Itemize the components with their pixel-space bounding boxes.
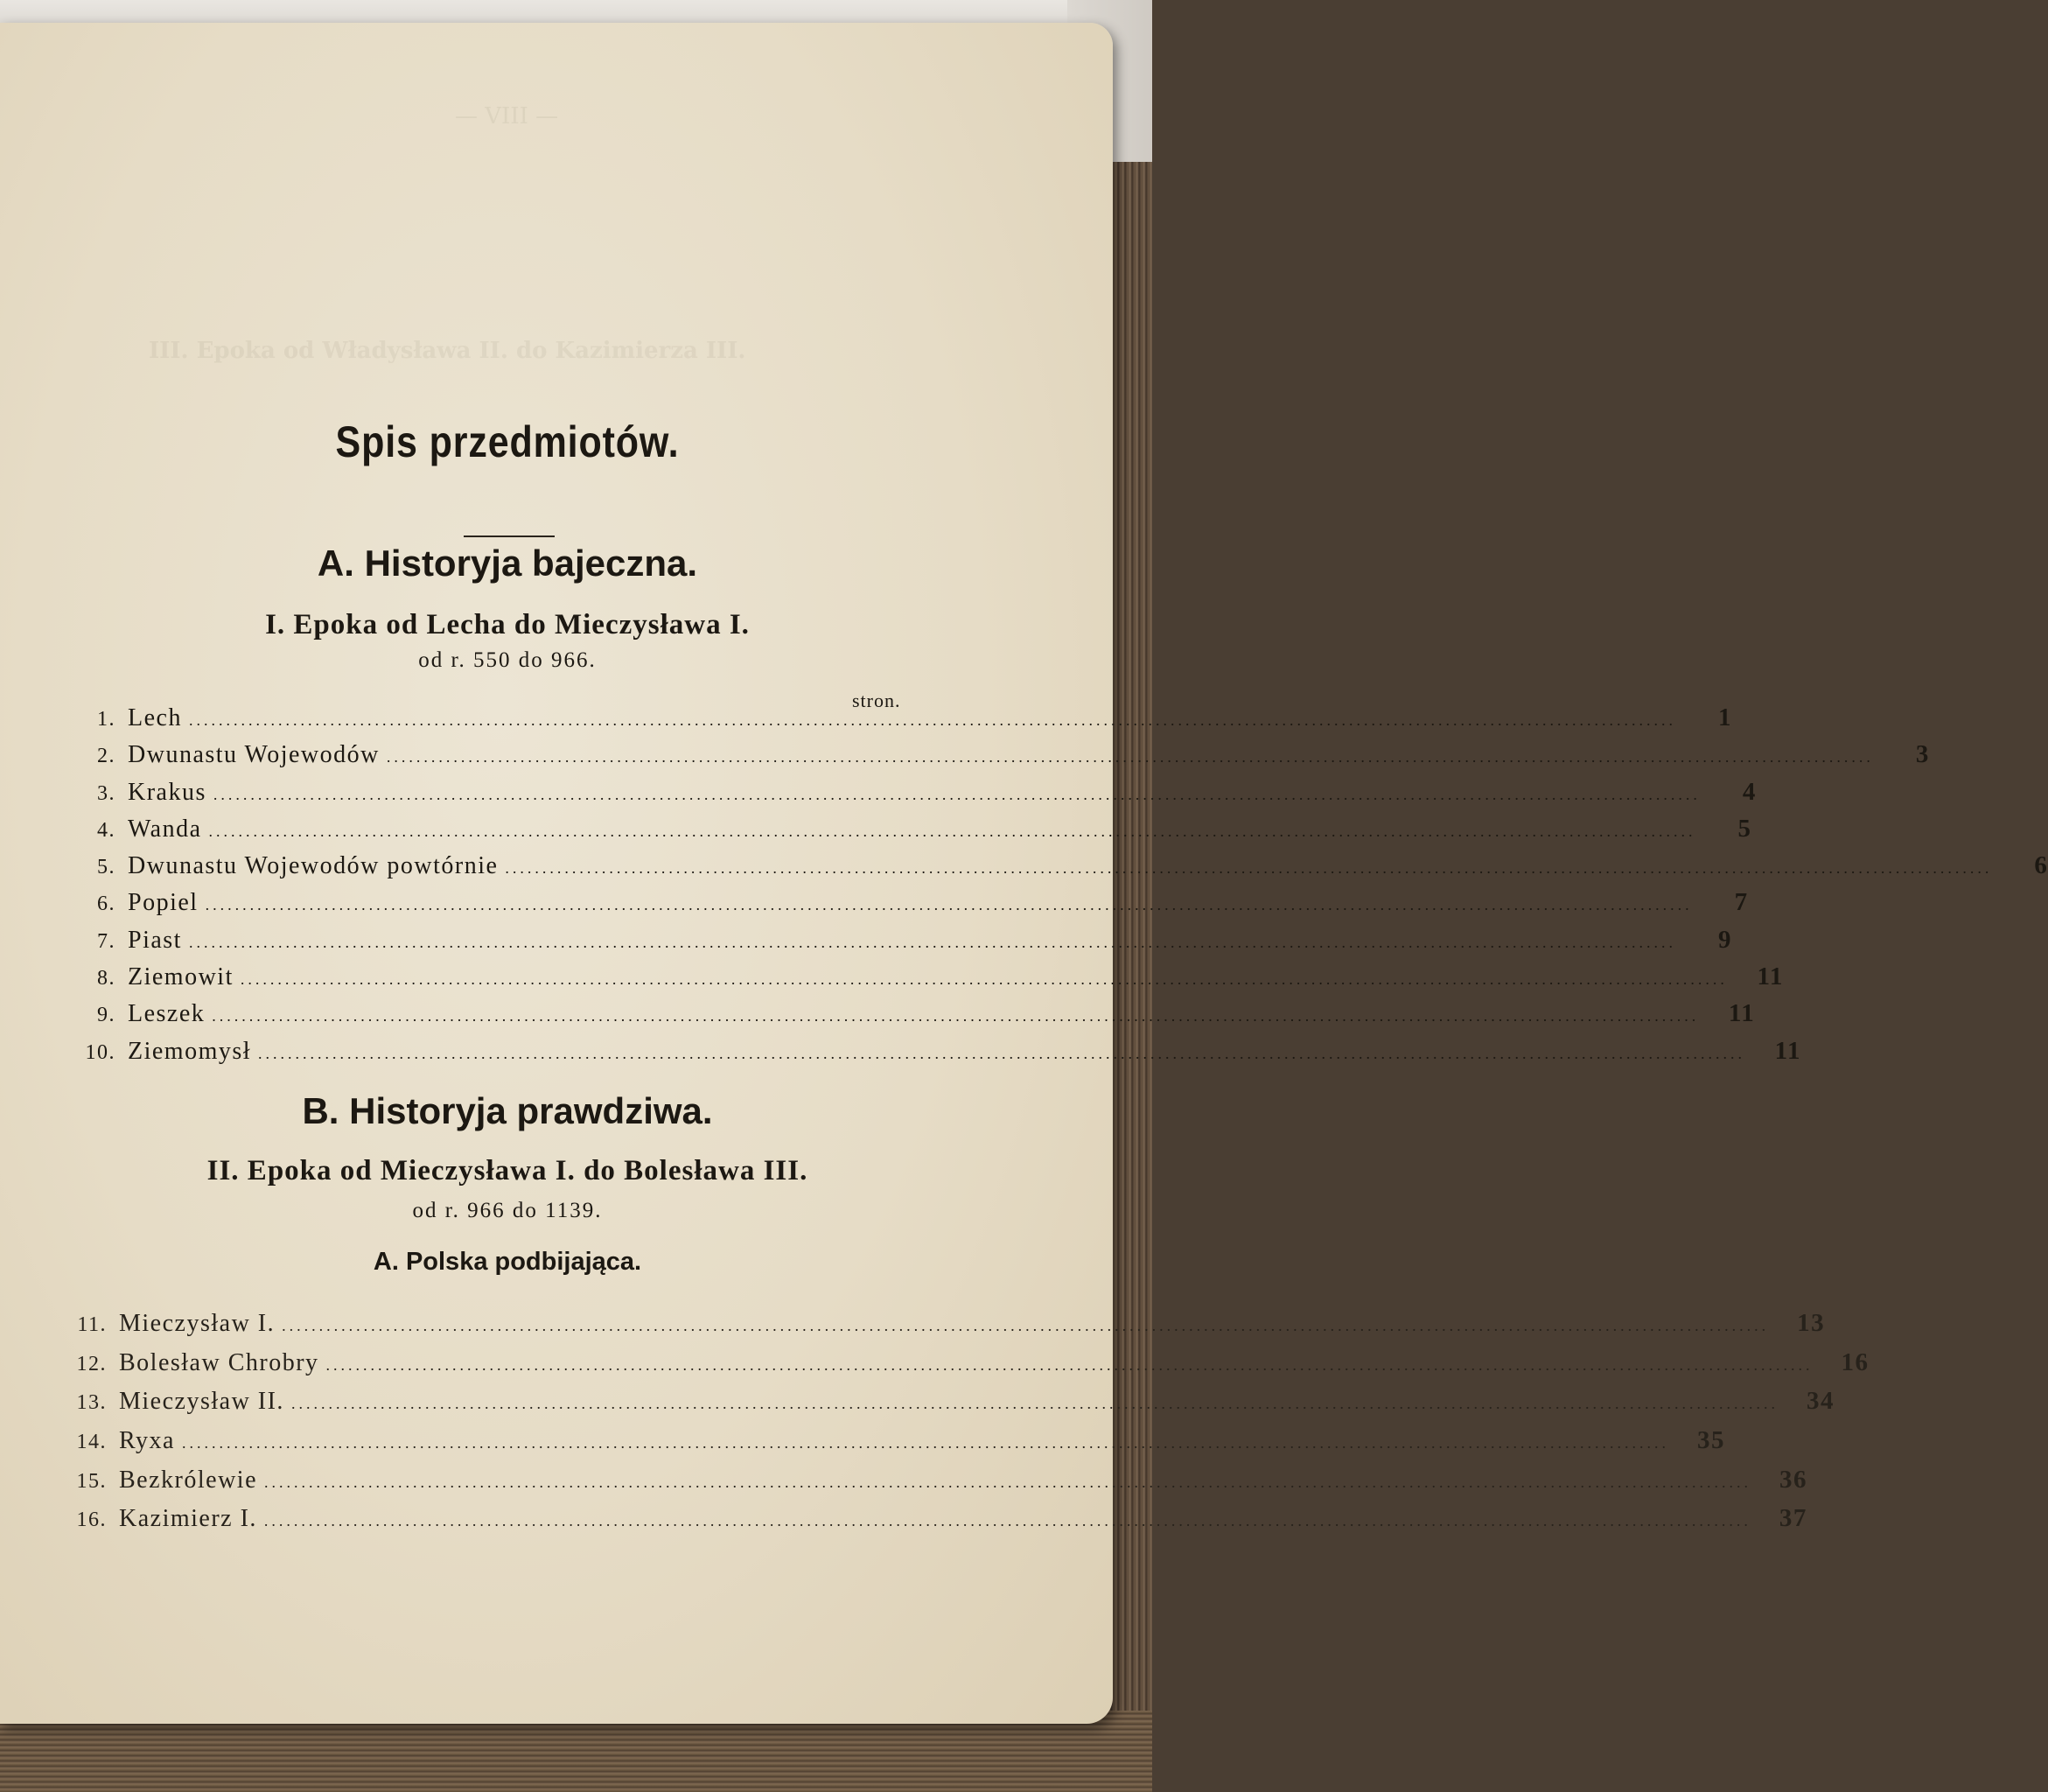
toc-entry <box>61 999 1756 1036</box>
toc-entry-page: 11 <box>1728 999 1756 1028</box>
toc-entry-title: Lech <box>128 704 182 732</box>
toc-entry-page: 13 <box>1797 1309 1826 1337</box>
toc-entry-number: 15. <box>76 1469 107 1493</box>
toc-entry-page: 37 <box>1779 1504 1807 1533</box>
toc-entry-page: 4 <box>1742 777 1757 806</box>
dot-leader: ........................................................................................................................................................................................................ <box>263 1512 1751 1530</box>
toc-entry <box>52 1309 1826 1348</box>
toc-entry-title: Bolesław Chrobry <box>119 1348 319 1376</box>
dot-leader: ........................................................................................................................................................................................................ <box>208 822 1696 840</box>
toc-entry-page: 3 <box>1915 740 1930 769</box>
toc-entry <box>61 851 2048 888</box>
toc-entry-number: 9. <box>97 1004 115 1027</box>
dot-leader: ........................................................................................................................................................................................................ <box>188 933 1676 951</box>
toc-entry-title: Ziemomysł <box>128 1037 252 1065</box>
toc-entry <box>52 1465 1807 1505</box>
toc-entry-page: 6 <box>2034 851 2048 880</box>
section-a-range: od r. 550 do 966. <box>418 648 597 672</box>
toc-entry-page: 11 <box>1774 1036 1802 1065</box>
toc-entry <box>61 777 1757 815</box>
toc-entry <box>61 814 1752 851</box>
toc-entry-page: 1 <box>1717 704 1732 732</box>
toc-entry <box>61 925 1732 962</box>
title-rule <box>464 536 555 537</box>
dot-leader: ........................................................................................................................................................................................................ <box>213 785 1701 803</box>
toc-entry-number: 8. <box>97 967 115 990</box>
toc-entry-title: Dwunastu Wojewodów powtórnie <box>128 852 499 880</box>
toc-entry-number: 1. <box>97 708 115 731</box>
toc-entry-title: Kazimierz I. <box>119 1505 257 1533</box>
toc-entry-number: 4. <box>97 818 115 842</box>
dot-leader: ........................................................................................................................................................................................................ <box>386 748 1874 766</box>
toc-entry-page: 35 <box>1696 1426 1725 1455</box>
toc-entry <box>52 1387 1835 1426</box>
toc-entry-number: 13. <box>76 1391 107 1415</box>
page-title: Spis przedmiotów. <box>335 417 680 466</box>
dot-leader: ........................................................................................................................................................................................................ <box>205 896 1693 914</box>
dot-leader: ........................................................................................................................................................................................................ <box>282 1317 1770 1334</box>
toc-entry <box>61 740 1930 777</box>
toc-section-a <box>61 704 2048 1074</box>
toc-entry <box>52 1504 1807 1544</box>
section-b-epoch: II. Epoka od Mieczysława I. do Bolesława III. <box>206 1155 808 1186</box>
toc-entry-number: 16. <box>76 1508 107 1532</box>
bleed-through-heading: III. Epoka od Władysława II. do Kazimierza III. <box>149 338 746 364</box>
section-b-range: od r. 966 do 1139. <box>412 1199 603 1222</box>
section-b-subheading: A. Polska podbijająca. <box>373 1248 642 1276</box>
dot-leader: ........................................................................................................................................................................................................ <box>212 1007 1700 1026</box>
toc-entry-number: 14. <box>76 1431 107 1454</box>
toc-entry-title: Wanda <box>128 815 202 843</box>
toc-entry <box>61 888 1749 925</box>
toc-entry-title: Mieczysław I. <box>119 1310 276 1337</box>
dot-leader: ........................................................................................................................................................................................................ <box>188 711 1676 729</box>
toc-entry <box>61 962 1784 999</box>
toc-entry-page: 16 <box>1841 1348 1870 1376</box>
section-a-epoch: I. Epoka od Lecha do Mieczysława I. <box>265 609 750 640</box>
toc-entry-number: 10. <box>85 1040 115 1064</box>
toc-entry-page: 34 <box>1806 1387 1835 1416</box>
toc-entry-title: Popiel <box>128 889 199 917</box>
toc-entry-number: 3. <box>97 781 115 805</box>
toc-entry-page: 7 <box>1734 888 1749 917</box>
toc-entry-number: 11. <box>77 1313 107 1336</box>
toc-entry-number: 2. <box>97 745 115 768</box>
toc-entry-title: Piast <box>128 926 182 954</box>
dot-leader: ........................................................................................................................................................................................................ <box>325 1355 1814 1374</box>
toc-entry-page: 11 <box>1757 962 1784 991</box>
toc-entry-number: 7. <box>97 929 115 953</box>
toc-entry <box>52 1348 1870 1388</box>
toc-entry <box>52 1426 1725 1466</box>
toc-entry-page: 5 <box>1737 814 1752 843</box>
toc-entry-title: Dwunastu Wojewodów <box>128 741 380 769</box>
bleed-through-header: — VIII — <box>455 103 559 130</box>
dot-leader: ........................................................................................................................................................................................................ <box>290 1395 1779 1413</box>
toc-entry-number: 6. <box>97 892 115 916</box>
toc-entry-title: Ziemowit <box>128 963 234 991</box>
section-a-heading: A. Historyja bajeczna. <box>317 542 698 584</box>
toc-section-b <box>52 1309 1870 1544</box>
toc-entry-page: 36 <box>1779 1465 1807 1494</box>
toc-entry-title: Mieczysław II. <box>119 1388 284 1416</box>
book-page <box>0 23 2048 1724</box>
toc-entry <box>61 1036 1802 1074</box>
dot-leader: ........................................................................................................................................................................................................ <box>505 859 1993 878</box>
dot-leader: ........................................................................................................................................................................................................ <box>258 1044 1746 1062</box>
toc-entry <box>61 704 1732 740</box>
dot-leader: ........................................................................................................................................................................................................ <box>264 1473 1751 1491</box>
dot-leader: ........................................................................................................................................................................................................ <box>181 1434 1669 1452</box>
section-b-heading: B. Historyja prawdziwa. <box>302 1090 713 1131</box>
toc-entry-title: Bezkrólewie <box>119 1466 257 1494</box>
toc-entry-title: Leszek <box>128 1000 206 1028</box>
toc-entry-title: Krakus <box>128 778 206 806</box>
toc-entry-title: Ryxa <box>119 1427 175 1455</box>
pages-column-header: stron. <box>852 690 901 711</box>
toc-entry-number: 5. <box>97 856 115 879</box>
toc-entry-page: 9 <box>1717 925 1732 954</box>
dot-leader: ........................................................................................................................................................................................................ <box>240 970 1728 989</box>
toc-entry-number: 12. <box>76 1352 107 1376</box>
